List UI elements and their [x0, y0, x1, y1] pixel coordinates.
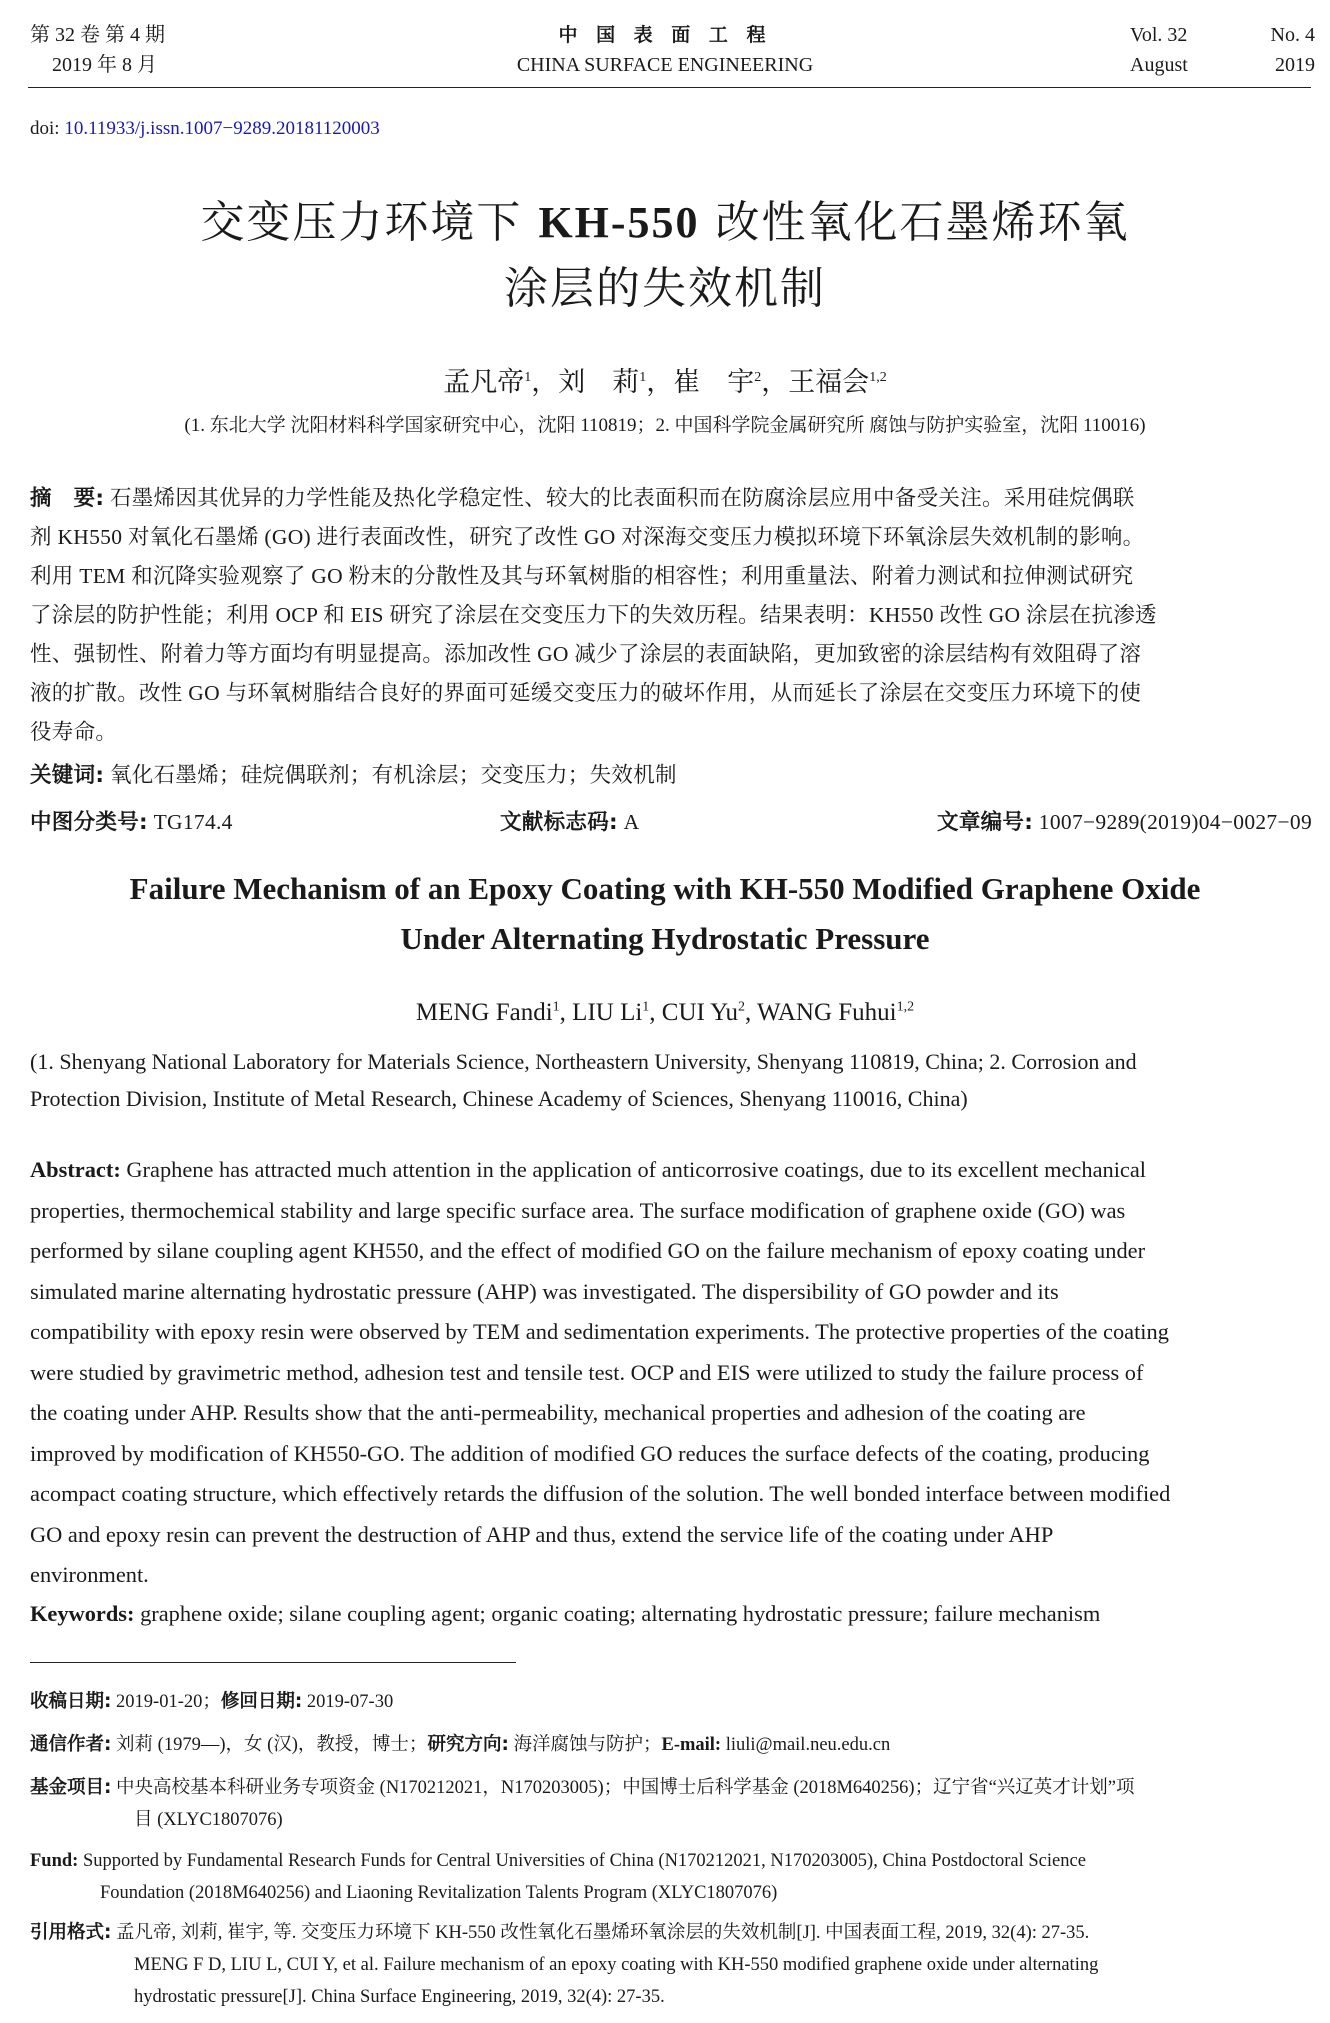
abstract-cn-label: 摘 要: [30, 486, 105, 511]
abstract-en-line: Graphene has attracted much attention in the application of anticorrosive coatings, due to its excellent mechanical [120, 1157, 1147, 1182]
author-sep: , [744, 999, 758, 1026]
abstract-en-line: the coating under AHP. Results show that the anti-permeability, mechanical properties and adhesion of the coating are [30, 1400, 1086, 1425]
keywords-cn-value: 氧化石墨烯；硅烷偶联剂；有机涂层；交变压力；失效机制 [104, 763, 677, 787]
email-label: E-mail: [661, 1735, 722, 1755]
fund-cn-label: 基金项目: [30, 1777, 112, 1798]
author-en-4-aff: 1,2 [896, 999, 915, 1015]
author-en-2-aff: 1 [642, 999, 650, 1015]
abstract-en-line: GO and epoxy resin can prevent the destruction of AHP and thus, extend the service life of the coating under AHP [30, 1521, 1054, 1547]
author-sep: ， [646, 367, 674, 397]
author-cn-1-aff: 1 [524, 370, 532, 385]
keywords-cn-label: 关键词: [30, 763, 105, 788]
author-cn-4-aff: 1,2 [869, 370, 887, 385]
year-label: 2019 [1275, 54, 1315, 76]
issue-date: 2019 年 8 月 [52, 54, 157, 76]
author-en-1: MENG Fandi [415, 999, 553, 1026]
author-cn-3-aff: 2 [754, 370, 762, 385]
footnote-divider [30, 1662, 516, 1663]
abstract-en-line: performed by silane coupling agent KH550, and the effect of modified GO on the failure mechanism of epoxy coating under [30, 1238, 1146, 1263]
fund-cn-line: 目 (XLYC1807076) [134, 1810, 283, 1830]
corr-label: 通信作者: [30, 1734, 112, 1755]
footnote-citation [30, 1917, 1312, 2013]
clc-label: 中图分类号: [30, 810, 148, 835]
abstract-cn-line: 液的扩散。改性 GO 与环氧树脂结合良好的界面可延缓交变压力的破坏作用，从而延长了涂层在交变压力环境下的使 [30, 681, 1142, 705]
fund-en-line: Foundation (2018M640256) and Liaoning Revitalization Talents Program (XLYC1807076) [100, 1883, 778, 1903]
no-label: No. 4 [1270, 24, 1315, 46]
title-en-line2: Under Alternating Hydrostatic Pressure [400, 921, 930, 956]
issue-volume: 第 32 卷 第 4 期 [30, 24, 165, 46]
affiliation-en-line: Protection Division, Institute of Metal Research, Chinese Academy of Sciences, Shenyang 110016, China) [30, 1086, 968, 1111]
email-value[interactable]: liuli@mail.neu.edu.cn [721, 1735, 891, 1755]
revised-label: 修回日期: [220, 1691, 303, 1712]
abstract-en-line: environment. [30, 1562, 149, 1587]
author-sep: ， [531, 367, 559, 397]
abstract-en-line: simulated marine alternating hydrostatic pressure (AHP) was investigated. The dispersibility of GO powder and its [30, 1278, 1059, 1304]
affiliation-en [30, 1043, 1312, 1117]
keywords-en-value: graphene oxide; silane coupling agent; organic coating; alternating hydrostatic pressure; failure mechanism [134, 1601, 1101, 1626]
classification-article [937, 803, 1312, 842]
abstract-cn-line: 石墨烯因其优异的力学性能及热化学稳定性、较大的比表面积而在防腐涂层应用中备受关注。采用硅烷偶联 [104, 486, 1135, 510]
abstract-cn-line: 役寿命。 [30, 720, 118, 744]
abstract-en-line: improved by modification of KH550-GO. The addition of modified GO reduces the surface defects of the coating, producing [30, 1440, 1150, 1466]
author-en-3-aff: 2 [737, 999, 745, 1015]
author-cn-1: 孟凡帝 [443, 367, 525, 397]
doi-label: doi: [30, 118, 65, 139]
revised-value: 2019-07-30 [302, 1692, 394, 1712]
author-en-3: CUI Yu [661, 999, 738, 1026]
article-no-value: 1007−9289(2019)04−0027−09 [1033, 810, 1312, 834]
abstract-cn-line: 了涂层的防护性能；利用 OCP 和 EIS 研究了涂层在交变压力下的失效历程。结果表明：KH550 改性 GO 涂层在抗渗透 [30, 603, 1157, 627]
journal-volume-en [1130, 20, 1315, 80]
corr-value: 刘莉 (1979—)，女 (汉)，教授，博士； [111, 1735, 428, 1755]
cite-cn: 孟凡帝, 刘莉, 崔宇, 等. 交变压力环境下 KH-550 改性氧化石墨烯环氧涂层的失效机制[J]. 中国表面工程, 2019, 32(4): 27-35. [111, 1923, 1090, 1943]
title-cn-part1: 交变压力环境下 [200, 197, 523, 248]
abstract-en-line: compatibility with epoxy resin were observed by TEM and sedimentation experiments. The protective properties of the coating [30, 1319, 1169, 1344]
author-sep: , [649, 999, 662, 1026]
authors-en [0, 999, 1330, 1027]
keywords-en [30, 1594, 1100, 1635]
vol-label: Vol. 32 [1130, 24, 1188, 46]
author-cn-3: 崔 宇 [673, 367, 755, 397]
abstract-en-line: acompact coating structure, which effectively retards the diffusion of the solution. The well bonded interface between modified [30, 1481, 1171, 1506]
cite-en-line: hydrostatic pressure[J]. China Surface Engineering, 2019, 32(4): 27-35. [134, 1987, 665, 2007]
research-dir-value: 海洋腐蚀与防护； [508, 1735, 662, 1755]
abstract-cn-line: 利用 TEM 和沉降实验观察了 GO 粉末的分散性及其与环氧树脂的相容性；利用重量法、附着力测试和拉伸测试研究 [30, 564, 1134, 588]
author-cn-2: 刘 莉 [558, 367, 640, 397]
author-cn-2-aff: 1 [639, 370, 647, 385]
authors-cn [0, 360, 1330, 399]
journal-name-cn: 中 国 表 面 工 程 [558, 24, 772, 46]
title-cn [0, 190, 1330, 322]
received-value: 2019-01-20； [111, 1692, 221, 1712]
fund-en-label: Fund: [30, 1851, 79, 1871]
author-en-2: LIU Li [572, 999, 643, 1026]
classification-clc [30, 803, 233, 842]
cite-label: 引用格式: [30, 1922, 112, 1943]
title-en [0, 864, 1330, 964]
title-en-line1: Failure Mechanism of an Epoxy Coating with KH-550 Modified Graphene Oxide [129, 871, 1201, 906]
keywords-en-label: Keywords: [30, 1601, 135, 1626]
clc-value: TG174.4 [147, 810, 233, 834]
footnote-fund-cn [30, 1772, 1312, 1836]
abstract-en-label: Abstract: [30, 1157, 121, 1182]
article-no-label: 文章编号: [937, 810, 1034, 835]
abstract-cn-line: 剂 KH550 对氧化石墨烯 (GO) 进行表面改性，研究了改性 GO 对深海交变压力模拟环境下环氧涂层失效机制的影响。 [30, 525, 1145, 549]
footnote-fund-en [30, 1845, 1312, 1909]
doc-code-label: 文献标志码: [500, 810, 618, 835]
affiliation-cn: (1. 东北大学 沈阳材料科学国家研究中心，沈阳 110819；2. 中国科学院金属研究所 腐蚀与防护实验室，沈阳 110016) [184, 415, 1146, 436]
month-label: August [1130, 54, 1188, 76]
title-cn-part2: KH-550 [538, 198, 700, 247]
research-dir-label: 研究方向: [427, 1734, 509, 1755]
header-rule [28, 87, 1311, 88]
abstract-en-line: were studied by gravimetric method, adhesion test and tensile test. OCP and EIS were utilized to study the failure process of [30, 1359, 1144, 1385]
doi-link[interactable]: 10.11933/j.issn.1007−9289.20181120003 [64, 118, 380, 139]
footnote-dates [30, 1686, 393, 1718]
classification-doc [500, 803, 639, 842]
author-sep: ， [761, 367, 789, 397]
fund-cn-line: 中央高校基本科研业务专项资金 (N170212021，N170203005)；中国博士后科学基金 (2018M640256)；辽宁省“兴辽英才计划”项 [111, 1778, 1135, 1798]
abstract-cn [30, 479, 1312, 752]
footnote-corresponding [30, 1729, 890, 1761]
abstract-en-line: properties, thermochemical stability and large specific surface area. The surface modification of graphene oxide (GO) was [30, 1197, 1126, 1223]
cite-en-line: MENG F D, LIU L, CUI Y, et al. Failure mechanism of an epoxy coating with KH-550 modified graphene oxide under alternating [134, 1955, 1099, 1975]
keywords-cn [30, 756, 677, 795]
affiliation-en-line: (1. Shenyang National Laboratory for Materials Science, Northeastern University, Shenyang 110819, China; 2. Corrosion and [30, 1049, 1137, 1074]
doc-code-value: A [617, 810, 640, 834]
title-cn-part3: 改性氧化石墨烯环氧 [715, 197, 1130, 248]
author-en-4: WANG Fuhui [757, 999, 897, 1026]
author-cn-4: 王福会 [788, 367, 870, 397]
journal-name-en: CHINA SURFACE ENGINEERING [516, 54, 814, 76]
doi [30, 118, 380, 140]
fund-en-line: Supported by Fundamental Research Funds for Central Universities of China (N170212021, N170203005), China Postdoctoral Science [78, 1851, 1086, 1871]
abstract-cn-line: 性、强韧性、附着力等方面均有明显提高。添加改性 GO 减少了涂层的表面缺陷，更加致密的涂层结构有效阻碍了溶 [30, 642, 1142, 666]
author-en-1-aff: 1 [552, 999, 560, 1015]
author-sep: , [559, 999, 573, 1026]
abstract-en [30, 1150, 1312, 1596]
received-label: 收稿日期: [30, 1691, 112, 1712]
title-cn-line2: 涂层的失效机制 [504, 263, 826, 314]
